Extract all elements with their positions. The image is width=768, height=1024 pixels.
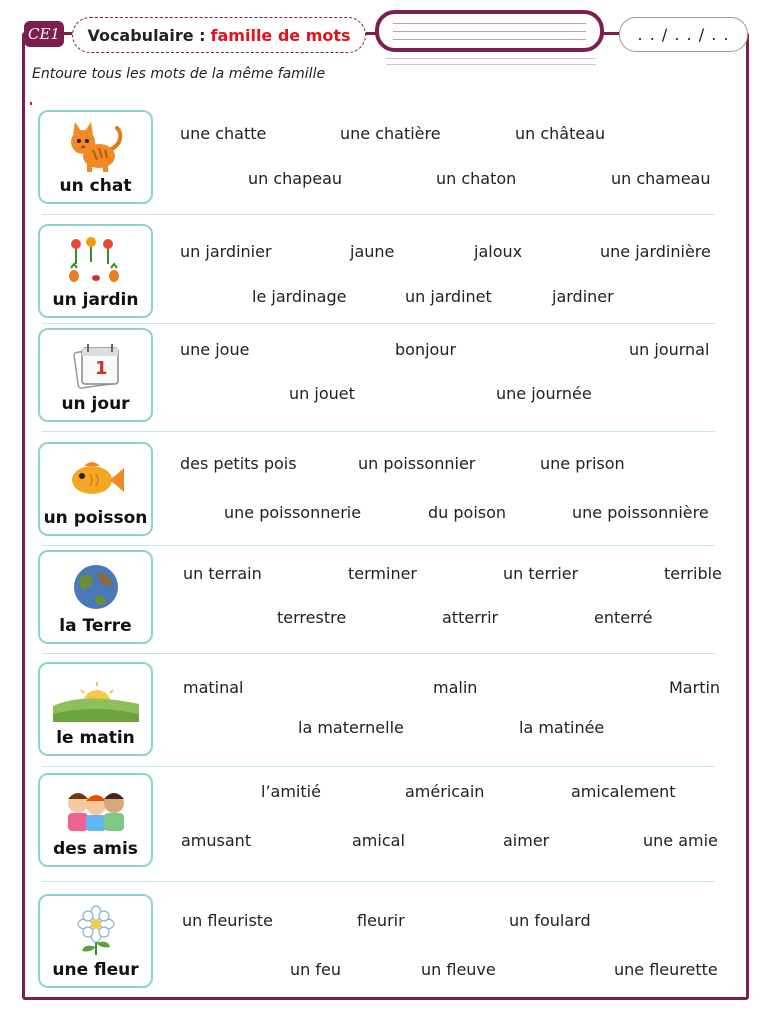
word-option[interactable]: un foulard xyxy=(509,911,591,930)
word-card-label: la Terre xyxy=(59,616,132,636)
word-option[interactable]: un jardinier xyxy=(180,242,272,261)
word-card-amis xyxy=(38,773,153,867)
word-card-jour xyxy=(38,328,153,422)
word-option[interactable]: un feu xyxy=(290,960,341,979)
title-accent: famille de mots xyxy=(210,25,351,45)
svg-text:1: 1 xyxy=(94,358,108,379)
word-card-jardin xyxy=(38,224,153,318)
divider xyxy=(386,64,596,65)
row-divider xyxy=(42,653,715,654)
word-option[interactable]: un chapeau xyxy=(248,169,343,188)
name-field[interactable] xyxy=(375,10,604,52)
word-card-label: un jardin xyxy=(52,290,139,310)
word-option[interactable]: un terrier xyxy=(503,564,579,583)
word-option[interactable]: atterrir xyxy=(442,608,499,627)
page-title xyxy=(72,17,366,53)
word-option[interactable]: une prison xyxy=(540,454,625,473)
calendar-icon xyxy=(40,336,151,394)
word-option[interactable]: américain xyxy=(405,782,485,801)
row-divider xyxy=(42,323,715,324)
word-option[interactable]: des petits pois xyxy=(180,454,297,473)
mark xyxy=(30,102,32,105)
word-option[interactable]: terminer xyxy=(348,564,418,583)
word-option[interactable]: malin xyxy=(433,678,478,697)
word-option[interactable]: une fleurette xyxy=(614,960,718,979)
word-card-poisson xyxy=(38,442,153,536)
word-card-matin xyxy=(38,662,153,756)
word-option[interactable]: l’amitié xyxy=(261,782,321,801)
flower-icon xyxy=(40,902,151,960)
word-option[interactable]: Martin xyxy=(669,678,721,697)
word-option[interactable]: enterré xyxy=(594,608,653,627)
row-divider xyxy=(42,545,715,546)
word-option[interactable]: amusant xyxy=(181,831,252,850)
word-option[interactable]: fleurir xyxy=(357,911,405,930)
word-option[interactable]: amicalement xyxy=(571,782,676,801)
word-card-label: une fleur xyxy=(52,960,139,980)
word-card-label: le matin xyxy=(56,728,135,748)
word-option[interactable]: une joue xyxy=(180,340,250,359)
word-card-terre xyxy=(38,550,153,644)
word-option[interactable]: un château xyxy=(515,124,606,143)
word-option[interactable]: un journal xyxy=(629,340,710,359)
garden-icon xyxy=(40,232,151,290)
word-card-label: des amis xyxy=(53,839,138,859)
word-option[interactable]: terrestre xyxy=(277,608,347,627)
word-option[interactable]: un jouet xyxy=(289,384,355,403)
title-prefix: Vocabulaire : xyxy=(87,25,206,45)
instruction-text: Entoure tous les mots de la même famille xyxy=(32,66,326,82)
word-option[interactable]: un fleuve xyxy=(421,960,496,979)
word-option[interactable]: amical xyxy=(352,831,405,850)
word-option[interactable]: jaune xyxy=(350,242,395,261)
row-divider xyxy=(42,214,715,215)
word-option[interactable]: un jardinet xyxy=(405,287,492,306)
date-field[interactable]: . . / . . / . . xyxy=(619,17,748,52)
word-card-label: un poisson xyxy=(43,508,148,528)
word-option[interactable]: une amie xyxy=(643,831,718,850)
word-option[interactable]: du poison xyxy=(428,503,507,522)
word-option[interactable]: une chatte xyxy=(180,124,267,143)
word-option[interactable]: aimer xyxy=(503,831,550,850)
divider xyxy=(386,58,596,59)
word-option[interactable]: un chaton xyxy=(436,169,517,188)
word-card-fleur xyxy=(38,894,153,988)
word-option[interactable]: jaloux xyxy=(474,242,523,261)
row-divider xyxy=(42,766,715,767)
word-option[interactable]: bonjour xyxy=(395,340,457,359)
level-badge: CE1 xyxy=(24,21,64,47)
word-option[interactable]: une jardinière xyxy=(600,242,711,261)
word-card-label: un jour xyxy=(61,394,130,414)
word-option[interactable]: la matinée xyxy=(519,718,605,737)
word-option[interactable]: un chameau xyxy=(611,169,711,188)
word-option[interactable]: une journée xyxy=(496,384,592,403)
word-option[interactable]: jardiner xyxy=(552,287,614,306)
word-option[interactable]: une poissonnerie xyxy=(224,503,362,522)
word-option[interactable]: une poissonnière xyxy=(572,503,709,522)
word-option[interactable]: un terrain xyxy=(183,564,262,583)
word-option[interactable]: un fleuriste xyxy=(182,911,273,930)
word-option[interactable]: une chatière xyxy=(340,124,441,143)
row-divider xyxy=(42,431,715,432)
sunrise-icon xyxy=(40,670,151,728)
word-option[interactable]: un poissonnier xyxy=(358,454,476,473)
word-option[interactable]: terrible xyxy=(664,564,722,583)
globe-icon xyxy=(40,558,151,616)
word-card-label: un chat xyxy=(59,176,132,196)
word-option[interactable]: le jardinage xyxy=(252,287,347,306)
friends-icon xyxy=(40,781,151,839)
word-option[interactable]: matinal xyxy=(183,678,244,697)
fish-icon xyxy=(40,450,151,508)
word-card-chat xyxy=(38,110,153,204)
row-divider xyxy=(42,881,715,882)
word-option[interactable]: la maternelle xyxy=(298,718,404,737)
cat-icon xyxy=(40,118,151,176)
